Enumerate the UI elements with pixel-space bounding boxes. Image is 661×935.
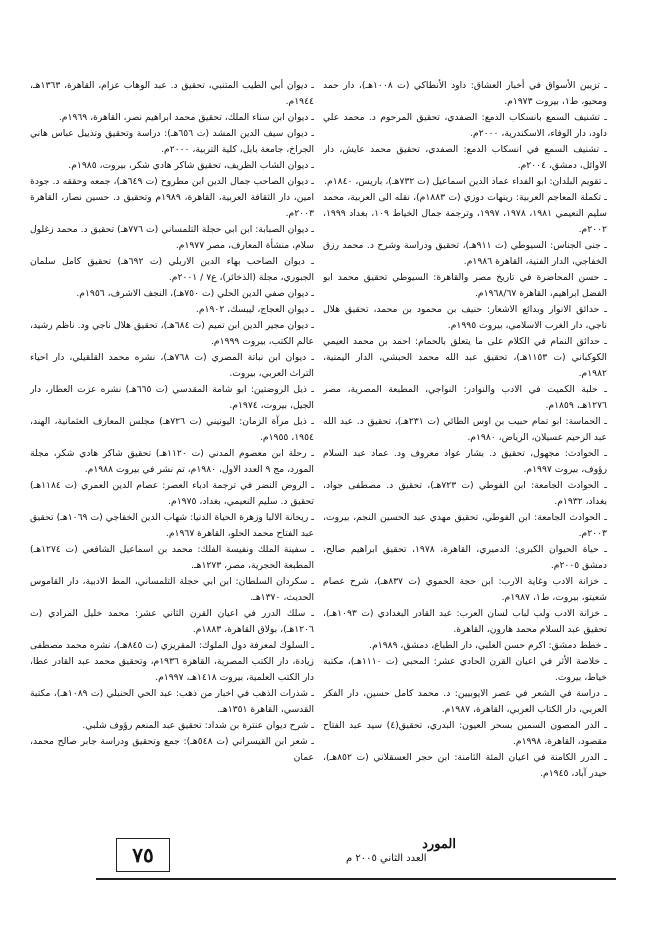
reference-entry: ـ الروض النضر في ترجمة ادباء العصر: عصام الدين العمري (ت ١١٨٤هـ) تحقيق د. سليم النعيمي، بغداد، ١٩٧٥م.: [30, 480, 314, 507]
reference-entry: ـ خزانة الادب ولب لباب لسان العرب: عبد القادر البغدادي (ت ١٠٩٣هـ)، تحقيق عبد السلام محمد هارون، القاهرة.: [323, 608, 607, 635]
reference-entry: ـ الدرر الكامنة في اعيان المئة الثامنة: ابن حجر العسقلاني (ت ٨٥٢هـ)، حيدر آباد، ١٩٤٥م.: [323, 752, 607, 779]
reference-entry: ـ سفينة الملك ونفيسة الفلك: محمد بن اسماعيل الشافعي (ت ١٢٧٤هـ) المطبعة الحجرية، مصر، ١٢٧٣هـ.: [30, 544, 314, 571]
reference-entry: ـ ديوان أبي الطيب المتنبي، تحقيق د. عبد الوهاب عزام، القاهرة، ١٣٦٣هـ، ١٩٤٤م.: [30, 80, 314, 107]
reference-entry: ـ ذيل الروضتين: ابو شامة المقدسي (ت ٦٦٥هـ) نشره عزت العطار، دار الجيل، بيروت، ١٩٧٤م.: [30, 384, 314, 411]
reference-entry: ـ حلبة الكميت في الادب والنوادر: النواجي، المطبعة المصرية، مصر ١٢٧٦هـ، ١٨٥٩م.: [323, 384, 607, 411]
reference-entry: ـ الحوادث الجامعة: ابن الفوطي (ت ٧٢٣هـ)، تحقيق د. مصطفى جواد، بغداد، ١٩٣٢م.: [323, 480, 607, 507]
references-column-right: [323, 78, 607, 782]
page-number: ٧٥: [116, 838, 170, 872]
reference-entry: ـ ديوان صفي الدين الحلي (ت ٧٥٠هـ)، النجف الاشرف، ١٩٥٦م.: [76, 288, 314, 299]
reference-entry: ـ تشنيف السمع بانسكاب الدمع: الصفدي، تحقيق المرحوم د. محمد علي داود، دار الوفاء، الاسكندرية، ٢٠٠٠م.: [323, 112, 607, 139]
reference-entry: ـ ديوان سيف الدين المشد (ت ٦٥٦هـ): دراسة وتحقيق وتذييل عباس هاني الجراخ، جامعة بابل، كلية التربية، ٢٠٠٠م.: [30, 128, 314, 155]
reference-entry: ـ ريحانة الالبا وزهرة الحياة الدنيا: شهاب الدين الخفاجي (ت ١٠٦٩هـ) تحقيق عبد الفتاح محمد الحلو، القاهرة ١٩٦٧م.: [30, 512, 314, 539]
reference-entry: ـ ذيل مرآة الزمان: اليونيني (ت ٧٢٦هـ) مجلس المعارف العثمانية، الهند، ١٩٥٤، ١٩٥٥م.: [30, 416, 314, 443]
reference-entry: ـ سكردان السلطان: ابن ابي حجلة التلمساني، المط الادبية، دار القاموس الحديث، ١٣٧٠هـ.: [30, 576, 314, 603]
reference-entry: ـ شرح ديوان عنترة بن شداد: تحقيق عبد المنعم رؤوف شلبي.: [82, 720, 314, 731]
references-column-left: [30, 78, 314, 766]
journal-name: المورد: [422, 837, 456, 852]
reference-entry: ـ ديوان مجير الدين ابن تميم (ت ٦٨٤هـ)، تحقيق هلال ناجي ود. ناظم رشيد، عالم الكتب، بيروت ١٩٩٩م.: [30, 320, 314, 347]
reference-entry: ـ ديوان الصاحب بهاء الدين الاربلي (ت ٦٩٢هـ) تحقيق كامل سلمان الجبوري، مجلة (الذخائر)، ع٧ / ٢٠٠١م.: [30, 256, 314, 283]
reference-entry: ـ ديوان ابن نباتة المصري (ت ٧٦٨هـ)، نشره محمد القلقيلي، دار احياء التراث العربي، بيروت.: [30, 352, 314, 379]
reference-entry: ـ حدائق الانوار وبدائع الاشعار: حنيف بن محمود بن محمد، تحقيق هلال ناجي، دار الغرب الاسلامي، بيروت ١٩٩٥م.: [323, 304, 607, 331]
reference-entry: ـ ديوان الشاب الظريف، تحقيق شاكر هادي شكر، بيروت، ١٩٨٥م.: [68, 160, 314, 171]
reference-entry: ـ ديوان الصاحب جمال الدين ابن مطروح (ت ٦٤٩هـ)، جمعه وحققه د. جودة امين، دار الثقافة العربية، القاهرة، ١٩٨٩م وتحقيق د. حسين نصار، القاهرة ٢٠٠٣م.: [30, 176, 314, 219]
reference-entry: ـ الدر المصون السمين بسحر العيون: البدري، تحقيق(٤) سيد عبد الفتاح مقصود، القاهرة، ١٩٩٨م.: [323, 720, 607, 747]
reference-entry: ـ تشنيف السمع في انسكاب الدمع: الصفدي، تحقيق محمد عايش، دار الاوائل، دمشق، ٢٠٠٤م.: [323, 144, 607, 171]
reference-entry: ـ حدائق النمام في الكلام على ما يتعلق بالحمام: احمد بن محمد العيمي الكوكباني (ت ١١٥٣هـ)، تحقيق عبد الله محمد الحبشي، الدار اليمنية، ١٩٨٢م.: [323, 336, 607, 379]
reference-entry: ـ السلوك لمعرفة دول الملوك: المقريزي (ت ٨٤٥هـ)، نشره محمد مصطفى زيادة، دار الكتب المصرية، القاهرة ١٩٣٦م، وتحقيق محمد عبد القادر عطا، دار الكتب العلمية، بيروت ١٤١٨هـ، ١٩٩٧م.: [30, 640, 314, 683]
reference-entry: ـ الحماسة: ابو تمام حبيب بن اوس الطائي (ت ٢٣١هـ)، تحقيق د. عبد الله عبد الرحيم عسيلان، الرياض، ١٩٨٠م.: [323, 416, 607, 443]
page-footer: [96, 838, 616, 888]
reference-entry: ـ تقويم البلدان: ابو الفداء عماد الدين اسماعيل (ت ٧٣٢هـ)، باريس، ١٨٤٠م.: [324, 176, 607, 187]
reference-entry: ـ الحوادث: مجهول، تحقيق د. بشار عواد معروف ود. عماد عبد السلام رؤوف، بيروت ١٩٩٧م.: [323, 448, 607, 475]
reference-entry: ـ تزيين الأسواق في أخبار العشاق: داود الأنطاكي (ت ١٠٠٨هـ)، دار حمد ومحيو، ط١، بيروت ١٩٧٣م.: [323, 80, 607, 107]
reference-entry: ـ خزانة الادب وغاية الارب: ابن حجة الحموي (ت ٨٣٧هـ)، شرح عصام شعيتو، بيروت، ط١، ١٩٨٧م.: [323, 576, 607, 603]
reference-entry: ـ ديوان ابن سناء الملك، تحقيق محمد ابراهيم نصر، القاهرة، ١٩٦٩م.: [58, 112, 314, 123]
reference-entry: ـ تكملة المعاجم العربية: رينهات دوزي (ت ١٨٨٣م)، نقله الى العربية، محمد سليم النعيمي ١٩٨١، ١٩٧٨، ١٩٩٧، وترجمة جمال الخياط ١٠٩، بغداد ١٩٩٩، ٢٠٠٢م.: [323, 192, 607, 235]
reference-entry: ـ ديوان العجاج، ليبسك، ١٩٠٢م.: [195, 304, 314, 315]
footer-divider: [96, 878, 616, 880]
reference-entry: ـ شذرات الذهب في اخبار من ذهب: عبد الحي الحنبلي (ت ١٠٨٩هـ)، مكتبة القدسي، القاهرة ١٣٥١هـ.: [30, 688, 314, 715]
reference-entry: ـ الحوادث الجامعة: ابن الفوطي، تحقيق مهدي عبد الحسين النجم، بيروت، ٢٠٠٣م.: [323, 512, 607, 539]
issue-label: العدد الثاني ٢٠٠٥ م: [346, 853, 427, 864]
reference-entry: ـ دراسة في الشعر في عصر الايوبيين: د. محمد كامل حسين، دار الفكر العربي، دار الكتاب العربي، القاهرة، ١٩٨٧م.: [323, 688, 607, 715]
reference-entry: ـ جنى الجناس: السيوطي (ت ٩١١هـ)، تحقيق ودراسة وشرح د. محمد رزق الخفاجي، الدار الفنية، القاهرة ١٩٨٦م.: [323, 240, 607, 267]
reference-entry: ـ حياة الحيوان الكبرى: الدميري، القاهرة، ١٩٧٨، تحقيق ابراهيم صالح، دمشق ٢٠٠٥م.: [323, 544, 607, 571]
reference-entry: ـ خلاصة الأثر في اعيان القرن الحادي عشر: المحبي (ت ١١١٠هـ)، مكتبة خياط، بيروت.: [323, 656, 607, 683]
reference-entry: ـ سلك الدرر في اعيان القرن الثاني عشر: محمد خليل المرادي (ت ١٢٠٦هـ)، بولاق القاهرة، ١٨٨٣م.: [30, 608, 314, 635]
reference-entry: ـ شعر ابن القيسراني (ت ٥٤٨هـ): جمع وتحقيق ودراسة جابر صالح محمد، عمان: [30, 736, 314, 763]
reference-entry: ـ ديوان الصبابة: ابن ابي حجلة التلمساني (ت ٧٧٦هـ) تحقيق د. محمد زغلول سلام، منشأة المعارف، مصر ١٩٧٧م.: [30, 224, 314, 251]
reference-entry: ـ حسن المحاضرة في تاريخ مصر والقاهرة: السيوطي تحقيق محمد ابو الفضل ابراهيم، القاهرة ١٩٦٨/٦٧م.: [323, 272, 607, 299]
reference-entry: ـ خطط دمشق: اكرم حسن العلبي، دار الطباع، دمشق، ١٩٨٩م.: [369, 640, 607, 651]
reference-entry: ـ رحلة ابن معصوم المدني (ت ١١٢٠هـ) تحقيق شاكر هادي شكر، مجلة المورد، مج ٩ العدد الاول، ١٩٨٠م، تم نشر في بيروت ١٩٨٨م.: [30, 448, 314, 475]
